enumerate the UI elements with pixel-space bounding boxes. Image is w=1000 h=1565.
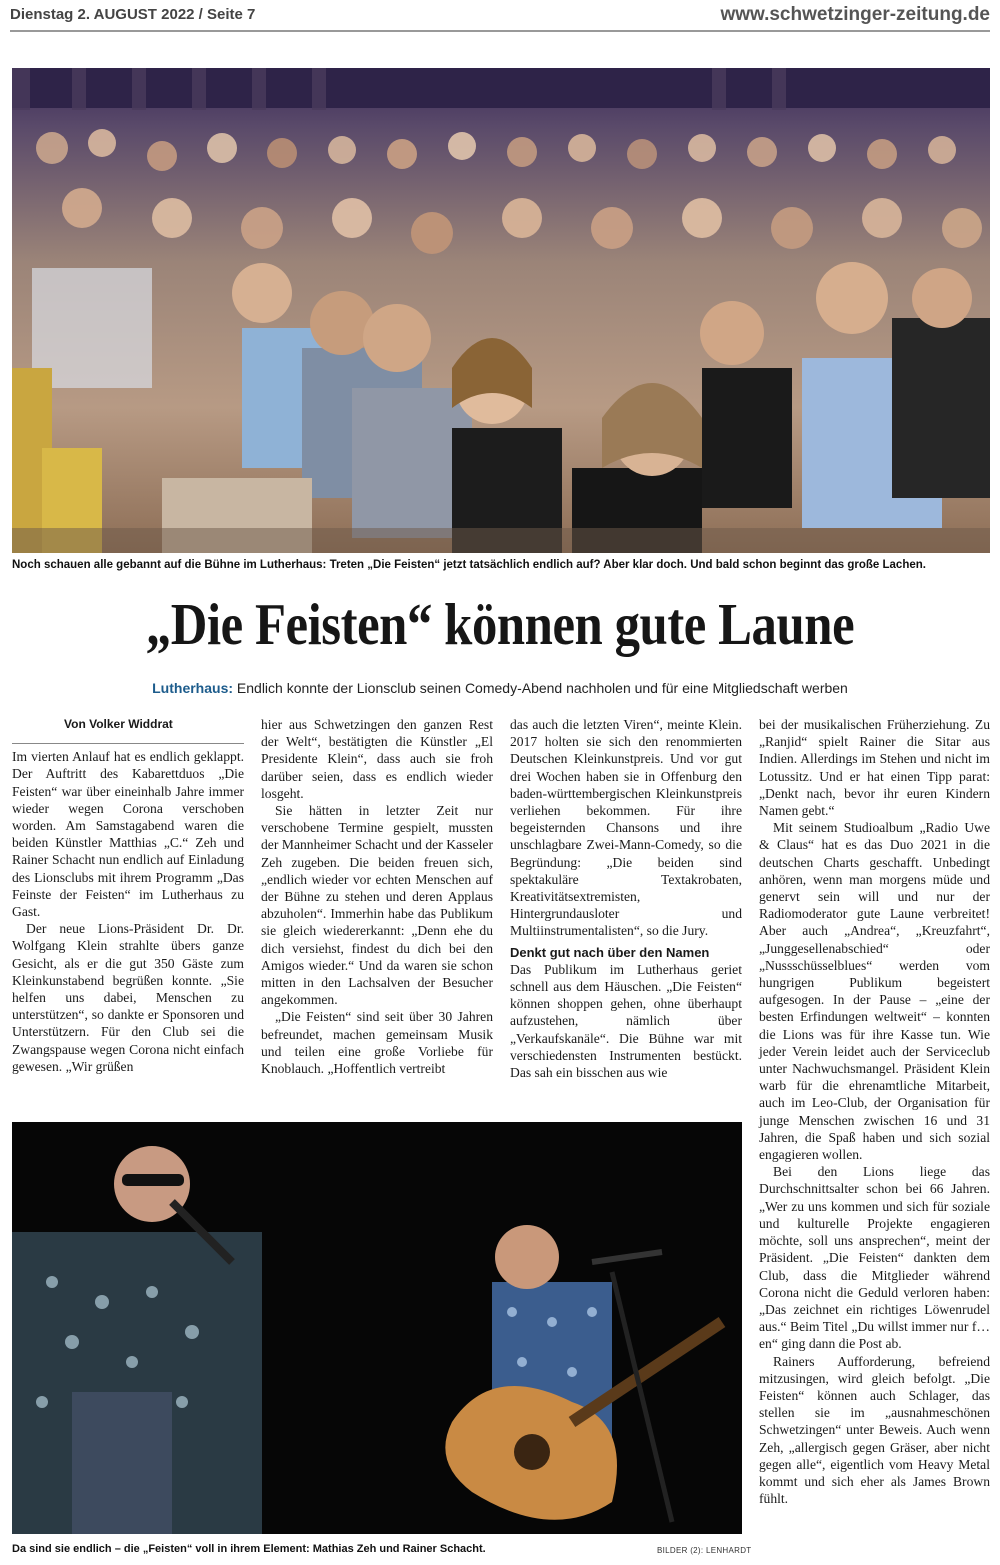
paragraph: Mit seinem Studioalbum „Radio Uwe & Claus“ hat es das Duo 2021 in die deutschen Charts geschafft. Unbedingt anhören, wenn man morgens müde und genervt sein will und nur der Radiomoderator gute Laune verbreitet! Aber auch „Andrea“, „Kreuzfahrt“, „Junggesellenabschied“ oder „Nussschüsselblues“ werden vom hungrigen Publikum begeistert aufgesogen. In der Pause – „eine der besten Erfindungen weltweit“ – konnten die Lions was für ihre Kasse tun. Wie jeder Verein leidet auch der Serviceclub unter Nachwuchsmangel. Präsident Klein warb für die ehrenamtliche Mitarbeit, auch im Leo-Club, der Organisation für junge Menschen zwischen 16 und 31 Jahren, die Spaß haben und sich sozial engagieren wollen. bbox=[759, 820, 990, 1163]
newspaper-url: www.schwetzinger-zeitung.de bbox=[720, 4, 990, 25]
subheadline bbox=[0, 680, 1000, 696]
paragraph: Bei den Lions liege das Durchschnittsalter schon bei 66 Jahren. „Wer zu uns kommen und sich für soziale und kulturelle Projekte engagieren möchte, soll uns ansprechen“, meint der Präsident. „Die Feisten“ dankten dem Club, dass die Mitglieder während Corona nicht die Geduld verloren haben: „Das zeichnet ein richtiges Löwenrudel aus.“ Beim Titel „Du willst immer nur f…en“ ging dann die Post ab. bbox=[759, 1164, 990, 1352]
article-column-2 bbox=[261, 716, 493, 1077]
page-header bbox=[10, 4, 990, 28]
paragraph: Rainers Aufforderung, befreiend mitzusingen, wird gleich befolgt. „Die Feisten“ können auch Schlager, das stellen sie im „ausnahmeschönen Schwetzingen“ unter Beweis. Auch wenn Zeh, „allergisch gegen Gräser, aber nicht gegen alle“, eigentlich vom Heavy Metal kommt und sich eher als James Brown fühlt. bbox=[759, 1353, 990, 1507]
top-photo-caption: Noch schauen alle gebannt auf die Bühne im Lutherhaus: Treten „Die Feisten“ jetzt tatsächlich endlich auf? Aber klar doch. Und bald schon beginnt das große Lachen. bbox=[12, 559, 926, 571]
paragraph: das auch die letzten Viren“, meinte Klein. 2017 holten sie sich den renommierten Deutschen Kleinkunstpreis. Und vor gut drei Wochen haben sie in Offenburg den baden-württembergischen Kleinkunstpreis verliehen bekommen. Für ihre begeisternden Chansons und ihre unschlagbare Zwei-Mann-Comedy, so die Begründung: „Die beiden sind spektakuläre Textakrobaten, Kreativitätsextremisten, Hintergrundausloter und Multiinstrumentalisten“, so die Jury. bbox=[510, 717, 742, 939]
photo-credit: BILDER (2): LENHARDT bbox=[657, 1546, 752, 1555]
paragraph: Im vierten Anlauf hat es endlich geklappt. Der Auftritt des Kabarettduos „Die Feisten“ war über eineinhalb Jahre immer wieder wegen Corona verschoben worden. Am Samstagabend waren die beiden Künstler Matthias „C.“ Zeh und Rainer Schacht nun endlich auf Einladung des Lionsclubs mit ihrem Programm „Das Feinste der Feisten“ im Lutherhaus zu Gast. bbox=[12, 749, 244, 920]
paragraph: hier aus Schwetzingen den ganzen Rest der Welt“, bestätigten die Künstler „El Presidente Klein“, dass auch sie froh darüber seien, dass es endlich wieder losgeht. bbox=[261, 717, 493, 801]
bottom-photo-caption: Da sind sie endlich – die „Feisten“ voll in ihrem Element: Mathias Zeh und Rainer Schacht. bbox=[12, 1543, 486, 1555]
performers-photo bbox=[12, 1122, 742, 1534]
subheadline-kicker: Lutherhaus: bbox=[152, 680, 234, 696]
article-column-4 bbox=[759, 716, 990, 1507]
paragraph: bei der musikalischen Früherziehung. Zu „Ranjid“ spielt Rainer die Sitar aus Indien. Allerdings im Stehen und nicht im Lotussitz. Und er hat einen Tipp parat: „Denkt nach, bevor ihr euren Kindern Namen gebt.“ bbox=[759, 717, 990, 819]
header-rule bbox=[10, 30, 990, 32]
paragraph: Sie hätten in letzter Zeit nur verschobene Termine gespielt, mussten der Mannheimer Schacht und der Kasseler Zeh zugeben. Die beiden freuen sich, „endlich wieder vor echten Menschen auf der Bühne zu stehen und deren Applaus abzuholen“. Immerhin habe das Publikum sie gleich wiedererkannt: „Denn ehe du dich versiehst, findest du dich bei den Amigos wieder.“ Und da waren sie schon mitten in den Lachsalven der Besucher angekommen. bbox=[261, 803, 493, 1008]
headline: „Die Feisten“ können gute Laune bbox=[145, 591, 855, 657]
issue-date-page: Dienstag 2. AUGUST 2022 / Seite 7 bbox=[10, 6, 256, 23]
paragraph: „Die Feisten“ sind seit über 30 Jahren befreundet, machen gemeinsam Musik und teilen eine große Vorliebe für Knoblauch. „Hoffentlich vertreibt bbox=[261, 1009, 493, 1077]
paragraph: Das Publikum im Lutherhaus geriet schnell aus dem Häuschen. „Die Feisten“ können shoppen gehen, ohne überhaupt aufzustehen, nämlich über „Verkaufskanäle“. Die Bühne war mit verschiedensten Instrumenten bestückt. Das sah ein bisschen aus wie bbox=[510, 961, 742, 1081]
byline-rule bbox=[12, 743, 244, 744]
byline: Von Volker Widdrat bbox=[64, 717, 173, 731]
article-column-3 bbox=[510, 716, 742, 1081]
article-column-1 bbox=[12, 716, 244, 1075]
paragraph: Der neue Lions-Präsident Dr. Dr. Wolfgang Klein strahlte übers ganze Gesicht, als er die gut 350 Gäste zum Kleinkunstabend begrüßen konnte. „Sie helfen uns dabei, Menschen zu unterstützen“, so dankte er Sponsoren und Unterstützern. Für den Club sei die Zwangspause wegen Corona nicht einfach gewesen. „Wir grüßen bbox=[12, 921, 244, 1074]
audience-photo bbox=[12, 68, 990, 553]
subheadline-text: Endlich konnte der Lionsclub seinen Comedy-Abend nachholen und für eine Mitgliedschaft werben bbox=[236, 680, 848, 696]
subhead: Denkt gut nach über den Namen bbox=[510, 944, 710, 960]
